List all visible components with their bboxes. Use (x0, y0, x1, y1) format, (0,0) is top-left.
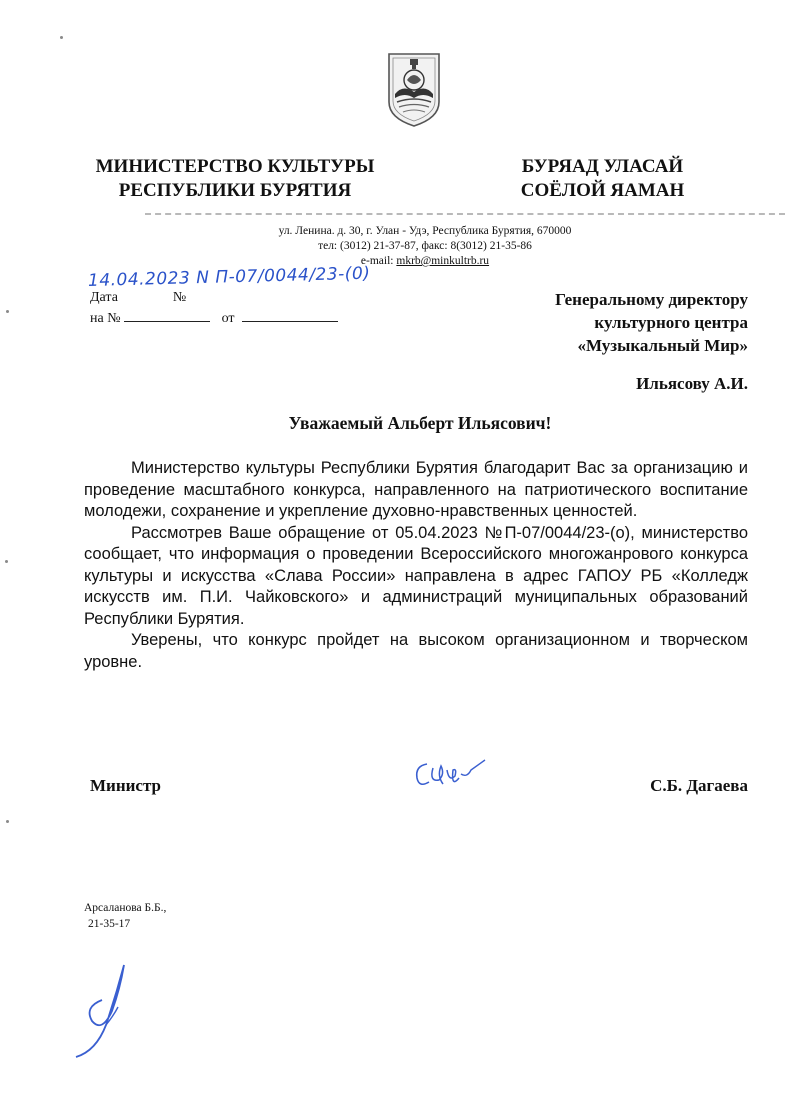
addressee-block (470, 288, 748, 357)
scan-mark (6, 820, 9, 823)
reply-number-field (124, 308, 210, 322)
handwritten-registration-number: 14.04.2023 N П-07/0044/23-(0) (87, 263, 371, 291)
contact-details (200, 224, 650, 269)
ministry-name-buryat-line1: БУРЯАД УЛАСАЙ (521, 156, 684, 177)
phone-fax: тел: (3012) 21-37-87, факс: 8(3012) 21-35-86 (318, 240, 532, 252)
letter-body (84, 458, 748, 673)
date-number-line (90, 288, 338, 308)
ministry-name-buryat (470, 155, 735, 203)
reply-date-field (242, 308, 338, 322)
ministry-name-buryat-line2: СОЁЛОЙ ЯАМАН (520, 180, 685, 201)
ministry-name-line2: РЕСПУБЛИКИ БУРЯТИЯ (118, 180, 352, 201)
reference-block (90, 288, 338, 329)
reply-number-label: на № (90, 311, 121, 326)
greeting: Уважаемый Альберт Ильясович! (288, 413, 552, 433)
body-paragraph: Министерство культуры Республики Бурятия благодарит Вас за организацию и проведение масштабного конкурса, направленного на патриотического воспитание молодежи, сохранение и укрепление духовно-нравственных ценностей. (84, 459, 748, 520)
scan-mark (60, 36, 63, 39)
number-label: № (172, 290, 187, 305)
executor-block (84, 900, 166, 932)
addressee-position: Генеральному директору (555, 290, 748, 309)
signature-icon (405, 748, 505, 798)
header-divider (145, 213, 785, 215)
addressee-organization: культурного центра (594, 313, 748, 332)
signatory-title: Министр (90, 776, 161, 795)
scan-mark (5, 560, 8, 563)
ministry-name-line1: МИНИСТЕРСТВО КУЛЬТУРЫ (95, 156, 375, 177)
coat-of-arms-icon (383, 50, 445, 128)
reply-from-label: от (221, 311, 235, 326)
addressee-organization-name: «Музыкальный Мир» (577, 336, 748, 355)
initials-signature-icon (62, 945, 142, 1065)
scan-mark (6, 310, 9, 313)
signatory-name: С.Б. Дагаева (650, 776, 748, 795)
email-label: e-mail: (360, 255, 397, 267)
postal-address: ул. Ленина. д. 30, г. Улан - Удэ, Республика Бурятия, 670000 (278, 225, 572, 237)
executor-phone: 21-35-17 (88, 918, 131, 930)
ministry-name-russian (70, 155, 400, 203)
date-label: Дата (90, 290, 118, 305)
body-paragraph: Рассмотрев Ваше обращение от 05.04.2023 №П-07/0044/23-(о), министерство сообщает, что информация о проведении Всероссийского многожанрового конкурса культуры и искусства «Слава России» направлена в адрес ГАПОУ РБ «Колледж искусств им. П.И. Чайковского» и администраций муниципальных образований Республики Бурятия. (84, 523, 748, 628)
body-paragraph: Уверены, что конкурс пройдет на высоком организационном и творческом уровне. (84, 631, 748, 671)
email-link[interactable]: mkrb@minkultrb.ru (396, 255, 490, 267)
reply-reference-line (90, 308, 338, 329)
executor-name: Арсаланова Б.Б., (84, 902, 167, 914)
addressee-name: Ильясову А.И. (636, 374, 748, 393)
